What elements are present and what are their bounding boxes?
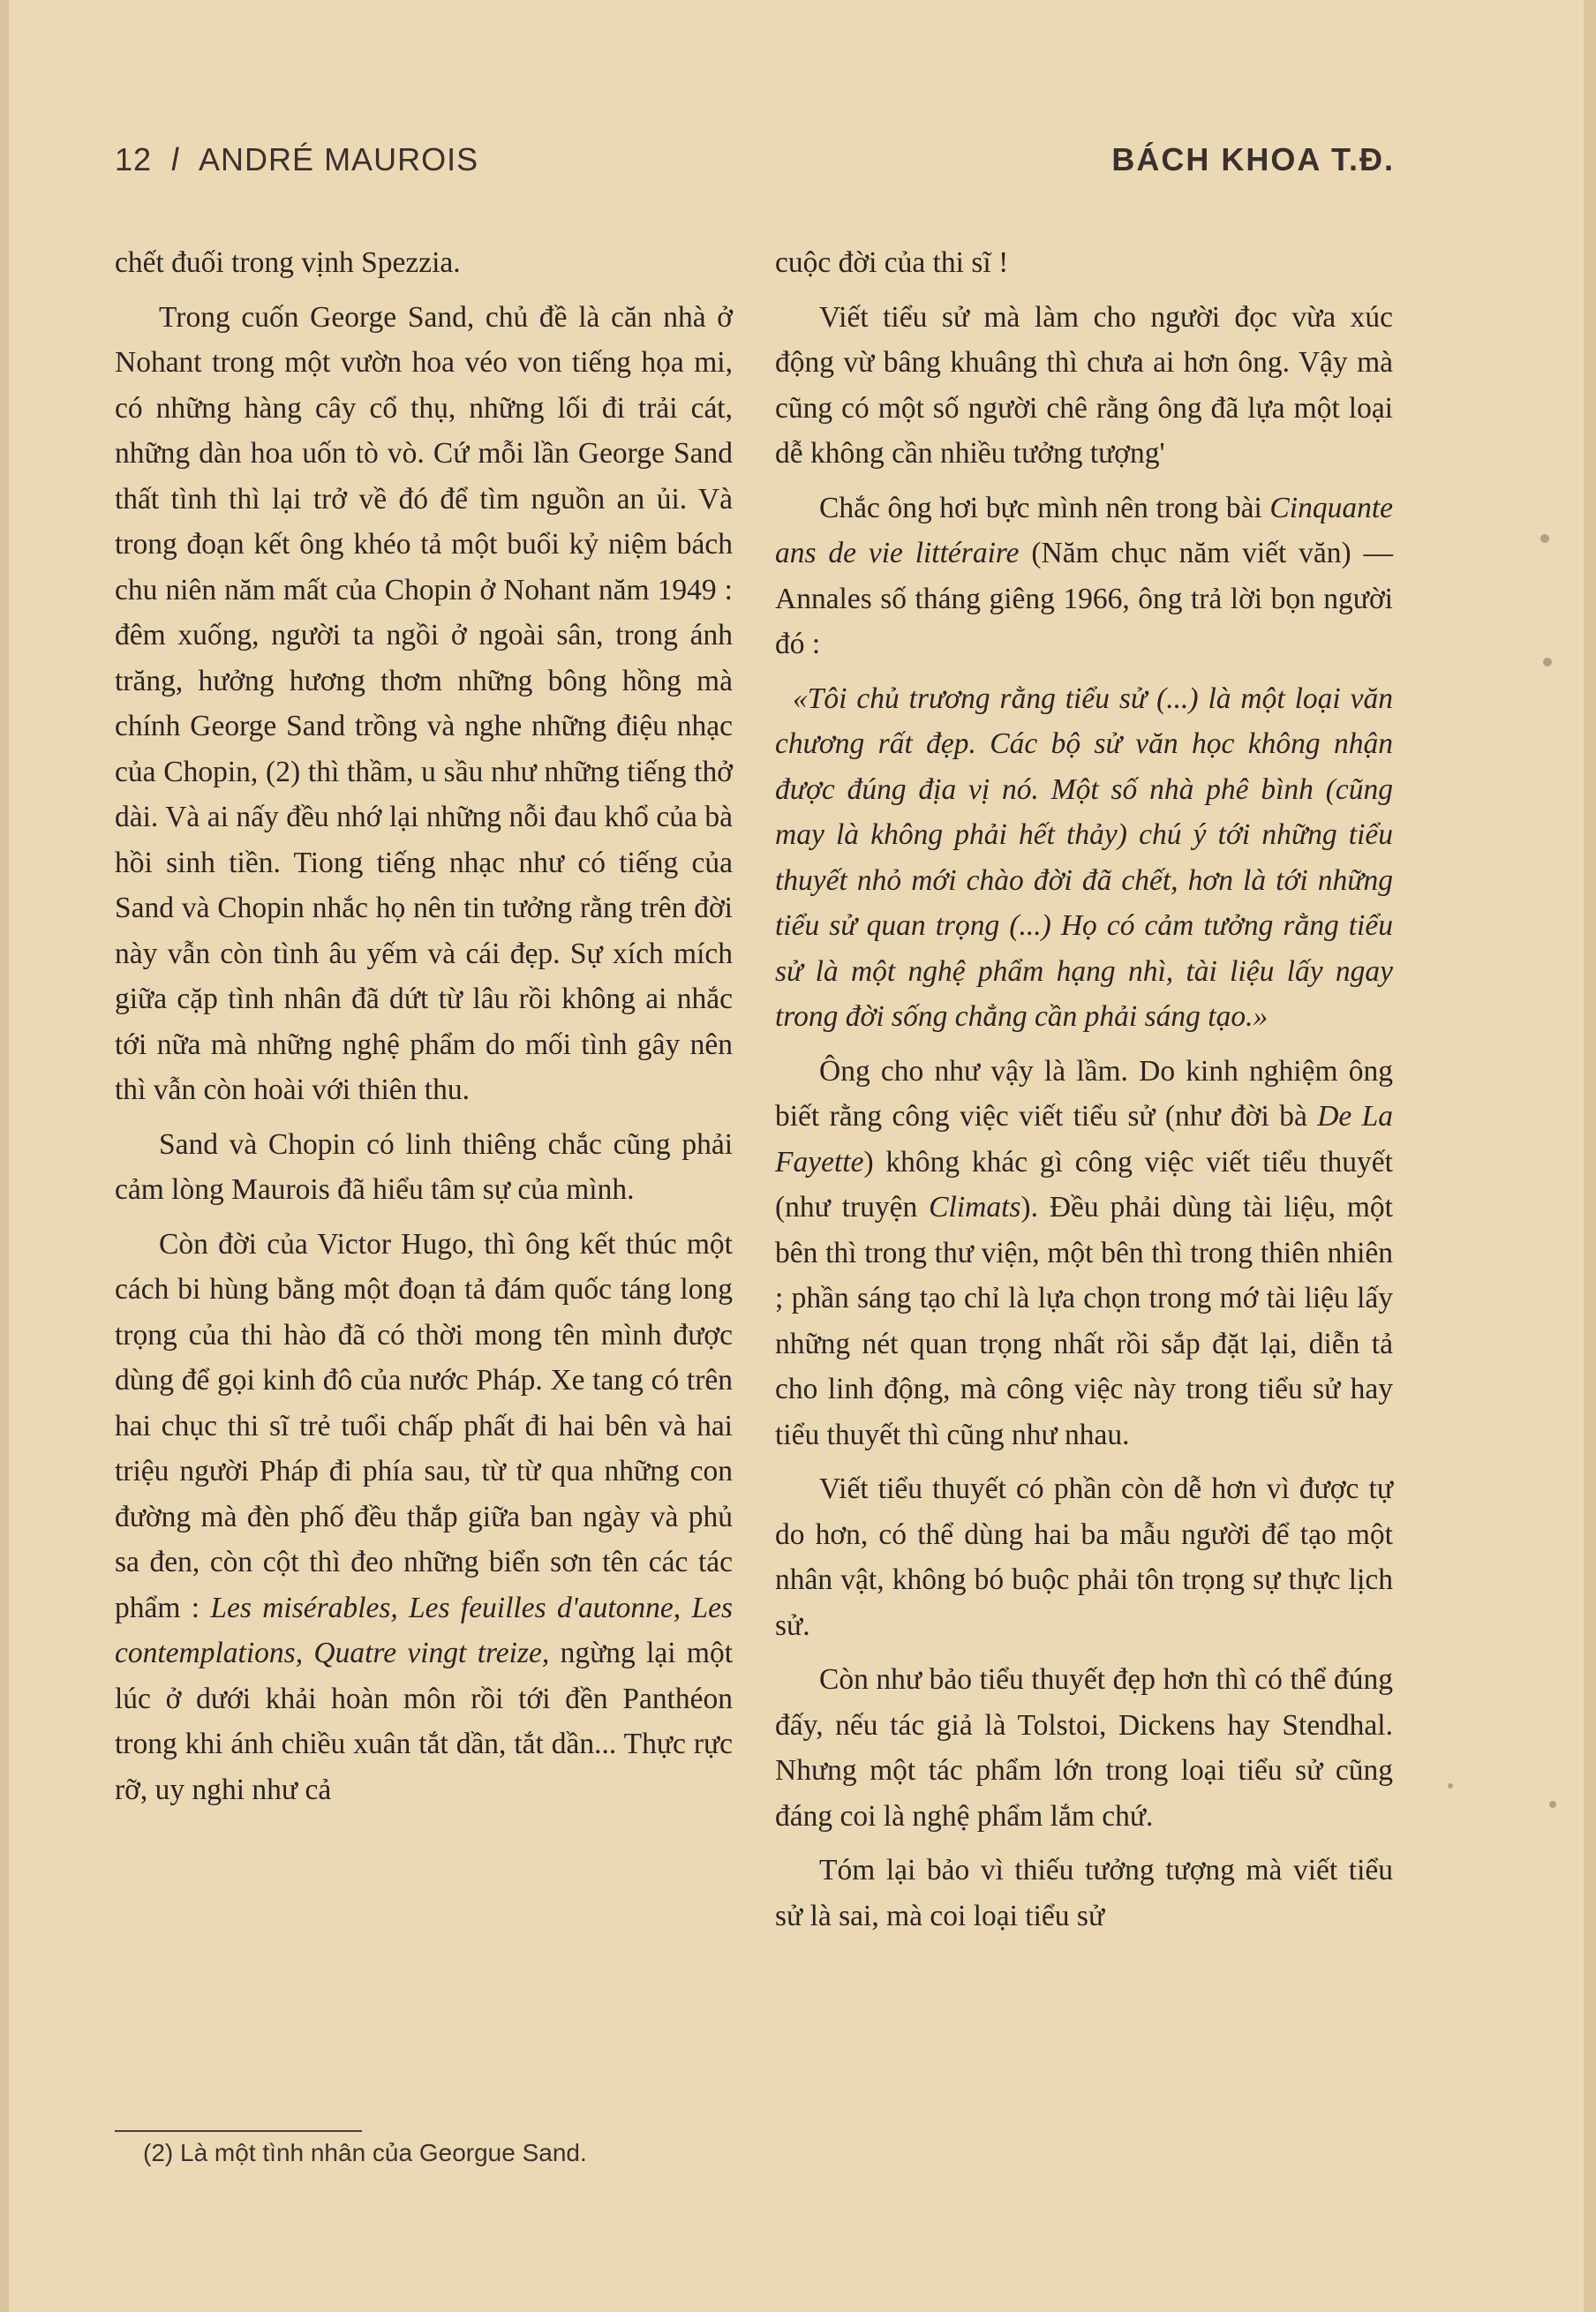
running-header xyxy=(115,141,1395,185)
footnote: (2) Là một tình nhân của Georgue Sand. xyxy=(143,2139,587,2166)
paragraph xyxy=(115,1222,733,1813)
works-list: Les misérables, Les feuilles d'autonne, Les contemplations, Quatre vingt treize, xyxy=(115,1591,733,1669)
paragraph: Còn như bảo tiểu thuyết đẹp hơn thì có thể đúng đấy, nếu tác giả là Tolstoi, Dickens hay Stendhal. Nhưng một tác phẩm lớn trong loại tiểu sử cũng đáng coi là nghệ phẩm lắm chứ. xyxy=(775,1663,1393,1833)
text-run: ). Đều phải dùng tài liệu, một bên thì trong thư viện, một bên thì trong thiên nhiên ; phần sáng tạo chỉ là lựa chọn trong mớ tài liệu lấy những nét quan trọng nhất rồi sắp đặt lại, diễn tả cho linh động, mà công việc này trong tiểu sử hay tiểu thuyết thì cũng như nhau. xyxy=(775,1191,1393,1451)
paper-speck xyxy=(1540,534,1549,543)
header-author: ANDRÉ MAUROIS xyxy=(199,141,479,177)
footnote-rule xyxy=(115,2130,362,2132)
header-journal: BÁCH KHOA T.Đ. xyxy=(1111,141,1395,177)
paper-speck xyxy=(1448,1783,1453,1789)
paragraph: Tóm lại bảo vì thiếu tưởng tượng mà viết tiểu sử là sai, mà coi loại tiểu sử xyxy=(775,1854,1393,1932)
page-number: 12 xyxy=(115,141,153,177)
quotation: «Tôi chủ trương rằng tiểu sử (...) là một loại văn chương rất đẹp. Các bộ sử văn học không nhận được đúng địa vị nó. Một số nhà phê bình (cũng may là không phải hết thảy) chú ý tới những tiểu thuyết nhỏ mới chào đời đã chết, hơn là tới những tiểu sử quan trọng (...) Họ có cảm tưởng rằng tiểu sử là một nghệ phẩm hạng nhì, tài liệu lấy ngay trong đời sống chẳng cần phải sáng tạo.» xyxy=(775,682,1393,1033)
text-run: ngừng lại một lúc ở dưới khải hoàn môn rồi tới đền Panthéon trong khi ánh chiều xuân tắt dần, tắt dần... Thực rực rỡ, uy nghi như cả xyxy=(115,1637,733,1806)
paragraph: cuộc đời của thi sĩ ! xyxy=(775,246,1009,279)
paragraph xyxy=(775,1049,1393,1458)
text-run: Chắc ông hơi bực mình nên trong bài xyxy=(819,491,1270,524)
paragraph: chết đuối trong vịnh Spezzia. xyxy=(115,246,461,279)
paragraph xyxy=(775,486,1393,667)
book-title: Climats xyxy=(929,1191,1021,1224)
paper-speck xyxy=(1549,1801,1556,1808)
text-run: Còn đời của Victor Hugo, thì ông kết thúc một cách bi hùng bằng một đoạn tả đám quốc táng long trọng của thi hào đã có thời mong tên mình được dùng để gọi kinh đô của nước Pháp. Xe tang có trên hai chục thi sĩ trẻ tuổi chấp phất đi hai bên và hai triệu người Pháp đi phía sau, từ từ qua những con đường mà đèn phố đều thắp giữa ban ngày và phủ sa đen, còn cột thì đeo những biển sơn tên các tác phẩm : xyxy=(115,1227,733,1624)
text-run: Ông cho như vậy là lầm. Do kinh nghiệm ông biết rằng công việc viết tiểu sử (như đời bà xyxy=(775,1054,1393,1133)
paper-speck xyxy=(1543,658,1552,666)
article-title: Cinquante ans de vie littéraire xyxy=(775,491,1393,569)
header-separator: l xyxy=(171,141,180,177)
paragraph: Sand và Chopin có linh thiêng chắc cũng phải cảm lòng Maurois đã hiểu tâm sự của mình. xyxy=(115,1127,733,1206)
text-run: ) không khác gì công việc viết tiểu thuyết (như truyện xyxy=(775,1145,1393,1224)
text-run: (Năm chục năm viết văn) — Annales số tháng giêng 1966, ông trả lời bọn người đó : xyxy=(775,537,1393,660)
left-column xyxy=(115,240,733,1821)
right-column xyxy=(775,240,1393,1947)
book-title: De La Fayette xyxy=(775,1100,1393,1179)
paragraph: Viết tiểu sử mà làm cho người đọc vừa xúc động vừ bâng khuâng thì chưa ai hơn ông. Vậy mà cũng có một số người chê rằng ông đã lựa một loại dễ không cần nhiều tưởng tượng' xyxy=(775,300,1393,470)
paragraph: Viết tiểu thuyết có phần còn dễ hơn vì được tự do hơn, có thể dùng hai ba mẫu người để tạo một nhân vật, không bó buộc phải tôn trọng sự thực lịch sử. xyxy=(775,1472,1393,1642)
paragraph: Trong cuốn George Sand, chủ đề là căn nhà ở Nohant trong một vườn hoa véo von tiếng họa mi, có những hàng cây cổ thụ, những lối đi trải cát, những dàn hoa uốn tò vò. Cứ mỗi lần George Sand thất tình thì lại trở về đó để tìm nguồn an ủi. Và trong đoạn kết ông khéo tả một buổi kỷ niệm bách chu niên năm mất của Chopin ở Nohant năm 1949 : đêm xuống, người ta ngồi ở ngoài sân, trong ánh trăng, hưởng hương thơm những bông hồng mà chính George Sand trồng và nghe những điệu nhạc của Chopin, (2) thì thầm, u sầu như những tiếng thở dài. Và ai nấy đều nhớ lại những nỗi đau khổ của bà hồi sinh tiền. Tiong tiếng nhạc như có tiếng của Sand và Chopin nhắc họ nên tin tưởng rằng trên đời này vẫn còn tình âu yếm và cái đẹp. Sự xích mích giữa cặp tình nhân đã dứt từ lâu rồi không ai nhắc tới nữa mà những nghệ phẩm do mối tình gây nên thì vẫn còn hoài với thiên thu. xyxy=(115,300,733,1106)
header-left xyxy=(115,141,478,178)
